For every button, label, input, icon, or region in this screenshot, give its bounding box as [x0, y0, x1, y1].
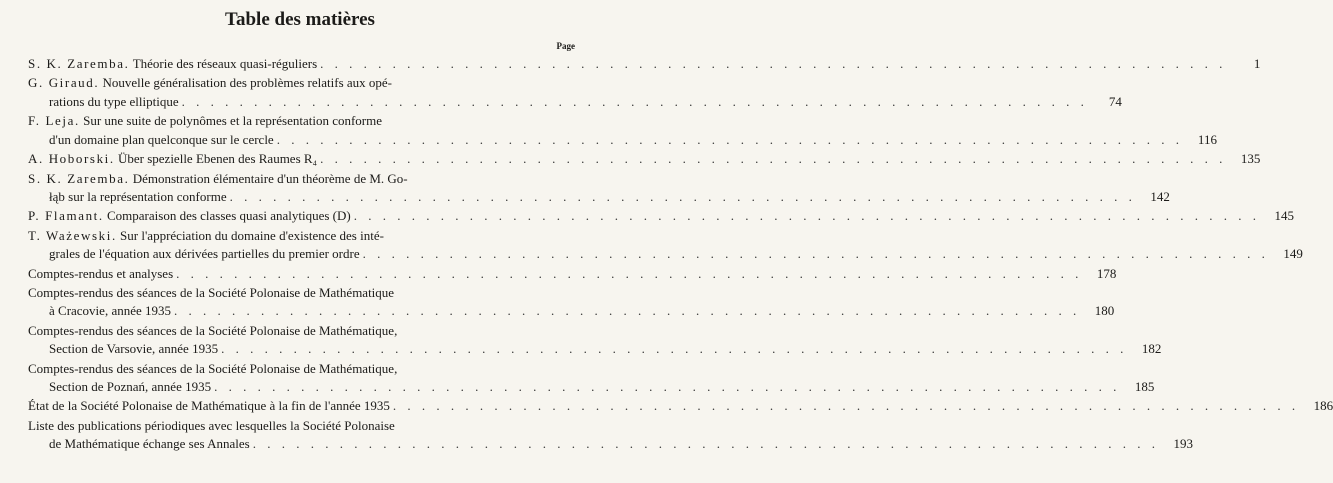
toc-leader-dots: . . . . . . . . . . . . . . . . . . . . . . . . . . . . . . . . . . . . . . . . . . . . . . . . . . . . . . . . . . . . . . .: [362, 246, 1269, 262]
toc-entry-title: Comptes-rendus des séances de la Société Polonaise de Mathématique: [28, 285, 395, 301]
toc-entry-line: [28, 397, 1333, 415]
toc-entry-line: [28, 435, 1193, 453]
toc-entry-title: Sur une suite de polynômes et la représentation conforme: [83, 113, 383, 129]
toc-entry: [28, 74, 1122, 111]
toc-entry-line: [28, 284, 577, 302]
toc-entry-page-number: 116: [1197, 131, 1217, 147]
toc-entry-page-number: 74: [1108, 93, 1122, 109]
toc-entry: [28, 112, 1217, 149]
toc-entry-line: [28, 170, 577, 188]
toc-entry-title: à Cracovie, année 1935: [49, 303, 172, 319]
toc-entry: [28, 322, 1162, 359]
toc-entry-page-number: 180: [1094, 303, 1115, 319]
toc-entry-line: [28, 112, 577, 130]
toc-leader-dots: . . . . . . . . . . . . . . . . . . . . . . . . . . . . . . . . . . . . . . . . . . . . . . . . . . . . . . . . . . . . . . .: [276, 131, 1183, 147]
toc-entry-line: [28, 74, 577, 92]
toc-entry-page-number: 186: [1313, 398, 1333, 414]
toc-entry-page-number: 135: [1240, 151, 1261, 167]
toc-entry: [28, 55, 1261, 73]
toc-entry-title: Nouvelle généralisation des problèmes relatifs aux opé-: [102, 75, 393, 91]
toc-entry-title: Section de Poznań, année 1935: [49, 378, 212, 394]
toc-entry-title: rations du type elliptique: [49, 93, 179, 109]
toc-leader-dots: . . . . . . . . . . . . . . . . . . . . . . . . . . . . . . . . . . . . . . . . . . . . . . . . . . . . . . . . . . . . . . .: [181, 93, 1088, 109]
toc-leader-dots: . . . . . . . . . . . . . . . . . . . . . . . . . . . . . . . . . . . . . . . . . . . . . . . . . . . . . . . . . . . . . . .: [320, 56, 1227, 71]
toc-entry-author: F. Leja.: [28, 113, 80, 129]
toc-entry-line: [28, 207, 1294, 225]
toc-leader-dots: . . . . . . . . . . . . . . . . . . . . . . . . . . . . . . . . . . . . . . . . . . . . . . . . . . . . . . . . . . . . . . .: [229, 188, 1136, 204]
toc-entry-title: de Mathématique échange ses Annales: [49, 436, 250, 452]
toc-entry-line: [28, 55, 1261, 73]
toc-entry-line: [28, 322, 577, 340]
toc-leader-dots: . . . . . . . . . . . . . . . . . . . . . . . . . . . . . . . . . . . . . . . . . . . . . . . . . . . . . . . . . . . . . . .: [176, 265, 1083, 281]
toc-entry: [28, 397, 1333, 415]
toc-entry-author: G. Giraud.: [28, 75, 100, 91]
toc-entry: [28, 284, 1115, 321]
toc-leader-dots: . . . . . . . . . . . . . . . . . . . . . . . . . . . . . . . . . . . . . . . . . . . . . . . . . . . . . . . . . . . . . . .: [320, 151, 1227, 167]
toc-entry-page-number: 185: [1134, 378, 1155, 394]
toc-entry-title: Comptes-rendus des séances de la Société Polonaise de Mathématique,: [28, 360, 398, 376]
toc-entry-title: Liste des publications périodiques avec lesquelles la Société Polonaise: [28, 417, 395, 433]
toc-entry-title: Sur l'appréciation du domaine d'existence des inté-: [120, 227, 384, 243]
toc-entry-line: [28, 265, 1117, 283]
toc-leader-dots: . . . . . . . . . . . . . . . . . . . . . . . . . . . . . . . . . . . . . . . . . . . . . . . . . . . . . . . . . . . . . . .: [252, 436, 1159, 452]
toc-entry-title: Section de Varsovie, année 1935: [49, 341, 219, 357]
toc-entry-line: [28, 302, 1115, 320]
toc-entry-title: Démonstration élémentaire d'un théorème de M. Go-: [132, 170, 408, 186]
toc-entry-title: Comparaison des classes quasi analytiques (D): [107, 208, 351, 224]
toc-entry: [28, 227, 1303, 264]
toc-leader-dots: . . . . . . . . . . . . . . . . . . . . . . . . . . . . . . . . . . . . . . . . . . . . . . . . . . . . . . . . . . . . . . .: [392, 398, 1300, 414]
toc-leader-dots: . . . . . . . . . . . . . . . . . . . . . . . . . . . . . . . . . . . . . . . . . . . . . . . . . . . . . . . . . . . . . . .: [353, 208, 1260, 224]
toc-entry-line: [28, 188, 1170, 206]
toc-entry-line: [28, 245, 1303, 263]
toc-entry-line: [28, 340, 1162, 358]
toc-entry: [28, 360, 1155, 397]
toc-entry-line: [28, 378, 1155, 396]
toc-list: [28, 55, 1333, 455]
toc-entry-line: [28, 150, 1261, 168]
page-title: Table des matières: [225, 9, 375, 30]
toc-leader-dots: . . . . . . . . . . . . . . . . . . . . . . . . . . . . . . . . . . . . . . . . . . . . . . . . . . . . . . . . . . . . . . .: [214, 378, 1121, 394]
toc-entry-author: A. Hoborski.: [28, 151, 115, 167]
toc-entry-page-number: 149: [1283, 246, 1303, 262]
toc-entry-line: [28, 93, 1122, 111]
toc-entry-line: [28, 417, 577, 435]
toc-entry-title: grales de l'équation aux dérivées partielles du premier ordre: [49, 246, 360, 262]
toc-entry-author: P. Flamant.: [28, 208, 104, 224]
toc-entry-author: T. Ważewski.: [28, 227, 117, 243]
toc-entry-page-number: 145: [1274, 208, 1294, 224]
toc-entry-page-number: 1: [1253, 56, 1261, 71]
toc-leader-dots: . . . . . . . . . . . . . . . . . . . . . . . . . . . . . . . . . . . . . . . . . . . . . . . . . . . . . . . . . . . . . . .: [221, 341, 1128, 357]
toc-entry: [28, 170, 1170, 207]
toc-entry-title: Über spezielle Ebenen des Raumes R₄: [117, 151, 318, 167]
toc-entry: [28, 207, 1294, 225]
toc-entry-line: [28, 360, 577, 378]
toc-entry-page-number: 178: [1096, 265, 1117, 281]
toc-leader-dots: . . . . . . . . . . . . . . . . . . . . . . . . . . . . . . . . . . . . . . . . . . . . . . . . . . . . . . . . . . . . . . .: [174, 303, 1081, 319]
toc-entry: [28, 265, 1117, 283]
toc-entry-line: [28, 131, 1217, 149]
toc-entry-title: Comptes-rendus et analyses: [28, 265, 174, 281]
toc-entry-page-number: 182: [1141, 341, 1162, 357]
toc-entry-title: État de la Société Polonaise de Mathématique à la fin de l'année 1935: [28, 398, 390, 414]
toc-entry-page-number: 142: [1150, 188, 1170, 204]
toc-entry-title: Théorie des réseaux quasi-réguliers: [132, 56, 318, 71]
toc-entry-title: d'un domaine plan quelconque sur le cercle: [49, 131, 274, 147]
page-column-header: Page: [556, 41, 575, 51]
toc-entry-author: S. K. Zaremba.: [28, 56, 130, 71]
toc-entry: [28, 150, 1261, 168]
toc-entry-title: Comptes-rendus des séances de la Société Polonaise de Mathématique,: [28, 322, 398, 338]
toc-entry-author: S. K. Zaremba.: [28, 170, 130, 186]
toc-entry-page-number: 193: [1173, 436, 1193, 452]
toc-entry: [28, 417, 1193, 454]
toc-entry-line: [28, 227, 577, 245]
toc-entry-title: łąb sur la représentation conforme: [49, 188, 227, 204]
